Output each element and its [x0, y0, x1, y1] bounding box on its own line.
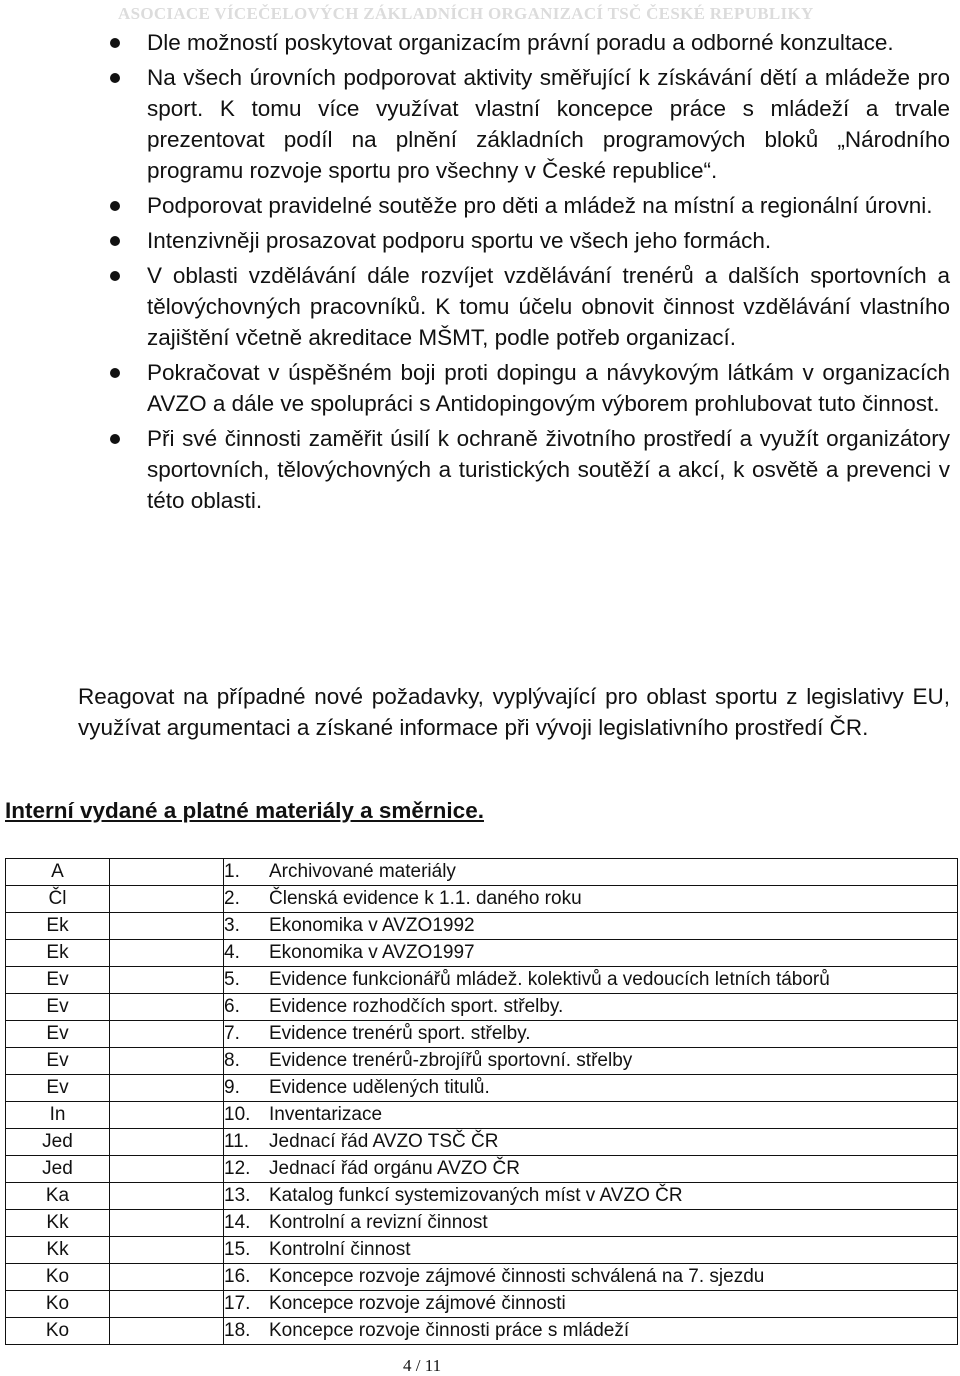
material-item	[224, 1318, 958, 1345]
bullet-item	[110, 62, 950, 186]
bullet-text: Na všech úrovních podporovat aktivity směřující k získávání dětí a mládeže pro sport. K tomu více využívat vlastní koncepce práce s mládeží a trvale prezentovat podíl na plnění základních programových bloků „Národního programu rozvoje sportu pro všechny v České republice“.	[147, 65, 950, 183]
table-row	[6, 1129, 958, 1156]
material-number: 18.	[224, 1320, 251, 1341]
material-code: Ka	[6, 1183, 110, 1210]
bullet-dot-icon	[110, 368, 120, 378]
material-item	[224, 886, 958, 913]
empty-cell	[110, 967, 224, 994]
material-number: 5.	[224, 969, 240, 990]
material-item	[224, 1237, 958, 1264]
empty-cell	[110, 1183, 224, 1210]
material-item	[224, 1129, 958, 1156]
material-title: Koncepce rozvoje zájmové činnosti schválená na 7. sjezdu	[269, 1266, 765, 1287]
material-number: 14.	[224, 1212, 251, 1233]
bullet-item	[110, 225, 950, 256]
bullet-item	[110, 423, 950, 516]
material-title: Koncepce rozvoje činnosti práce s mládeží	[269, 1320, 630, 1341]
table-row	[6, 994, 958, 1021]
material-code: Kk	[6, 1210, 110, 1237]
material-number: 1.	[224, 861, 240, 882]
material-item	[224, 1075, 958, 1102]
table-row	[6, 940, 958, 967]
page-number: 4 / 11	[403, 1356, 442, 1375]
table-row	[6, 1210, 958, 1237]
material-title: Kontrolní činnost	[269, 1239, 411, 1260]
table-row	[6, 1183, 958, 1210]
bullet-item	[110, 260, 950, 353]
material-item	[224, 1048, 958, 1075]
table-row	[6, 1264, 958, 1291]
empty-cell	[110, 1075, 224, 1102]
material-title: Inventarizace	[269, 1104, 383, 1125]
material-code: A	[6, 859, 110, 886]
empty-cell	[110, 1291, 224, 1318]
material-title: Ekonomika v AVZO1997	[269, 942, 475, 963]
material-number: 12.	[224, 1158, 251, 1179]
closing-paragraph: Reagovat na případné nové požadavky, vyplývající pro oblast sportu z legislativy EU, využívat argumentaci a získané informace při vývoji legislativního prostředí ČR.	[78, 684, 950, 740]
material-title: Ekonomika v AVZO1992	[269, 915, 475, 936]
material-title: Kontrolní a revizní činnost	[269, 1212, 488, 1233]
material-title: Evidence funkcionářů mládež. kolektivů a vedoucích letních táborů	[269, 969, 830, 990]
table-row	[6, 886, 958, 913]
material-item	[224, 1264, 958, 1291]
bullet-text: Intenzivněji prosazovat podporu sportu ve všech jeho formách.	[147, 228, 772, 253]
bullet-text: V oblasti vzdělávání dále rozvíjet vzdělávání trenérů a dalších sportovních a tělovýchovných pracovníků. K tomu účelu obnovit činnost vzdělávání vlastního zajištění včetně akreditace MŠMT, podle potřeb organizací.	[147, 263, 950, 350]
material-item	[224, 913, 958, 940]
material-code: Jed	[6, 1156, 110, 1183]
material-number: 15.	[224, 1239, 251, 1260]
material-code: Ev	[6, 967, 110, 994]
material-code: Ko	[6, 1264, 110, 1291]
bullet-item	[110, 357, 950, 419]
table-row	[6, 1237, 958, 1264]
empty-cell	[110, 1048, 224, 1075]
material-title: Evidence trenérů-zbrojířů sportovní. střelby	[269, 1050, 633, 1071]
empty-cell	[110, 1156, 224, 1183]
empty-cell	[110, 994, 224, 1021]
table-row	[6, 913, 958, 940]
table-row	[6, 1048, 958, 1075]
empty-cell	[110, 1318, 224, 1345]
material-title: Archivované materiály	[269, 861, 456, 882]
material-code: Jed	[6, 1129, 110, 1156]
material-title: Katalog funkcí systemizovaných míst v AVZO ČR	[269, 1185, 683, 1206]
material-code: Ko	[6, 1318, 110, 1345]
material-item	[224, 1021, 958, 1048]
material-title: Členská evidence k 1.1. daného roku	[269, 888, 582, 909]
table-row	[6, 859, 958, 886]
table-row	[6, 1291, 958, 1318]
material-item	[224, 1210, 958, 1237]
material-code: Ev	[6, 1048, 110, 1075]
table-row	[6, 1156, 958, 1183]
bullet-item	[110, 27, 950, 58]
material-number: 9.	[224, 1077, 240, 1098]
bullet-dot-icon	[110, 201, 120, 211]
material-item	[224, 967, 958, 994]
material-code: Ek	[6, 913, 110, 940]
bullet-text: Při své činnosti zaměřit úsilí k ochraně životního prostředí a využít organizátory sportovních, tělovýchovných a turistických soutěží a akcí, k osvětě a prevenci v této oblasti.	[147, 426, 950, 513]
bullet-dot-icon	[110, 271, 120, 281]
material-number: 8.	[224, 1050, 240, 1071]
page-header: ASOCIACE VÍCEČELOVÝCH ZÁKLADNÍCH ORGANIZACÍ TSČ ČESKÉ REPUBLIKY	[118, 4, 814, 23]
table-row	[6, 967, 958, 994]
materials-table	[5, 858, 958, 1345]
empty-cell	[110, 1210, 224, 1237]
empty-cell	[110, 1237, 224, 1264]
empty-cell	[110, 886, 224, 913]
bullet-dot-icon	[110, 434, 120, 444]
material-title: Koncepce rozvoje zájmové činnosti	[269, 1293, 566, 1314]
material-title: Jednací řád AVZO TSČ ČR	[269, 1131, 499, 1152]
bullet-dot-icon	[110, 73, 120, 83]
material-number: 4.	[224, 942, 240, 963]
bullet-list	[110, 27, 950, 520]
bullet-text: Pokračovat v úspěšném boji proti dopingu a návykovým látkám v organizacích AVZO a dále ve spolupráci s Antidopingovým výborem prohlubovat tuto činnost.	[147, 360, 950, 416]
material-code: In	[6, 1102, 110, 1129]
bullet-text: Dle možností poskytovat organizacím právní poradu a odborné konzultace.	[147, 30, 894, 55]
material-code: Kk	[6, 1237, 110, 1264]
empty-cell	[110, 1021, 224, 1048]
material-item	[224, 940, 958, 967]
material-title: Jednací řád orgánu AVZO ČR	[269, 1158, 520, 1179]
bullet-text: Podporovat pravidelné soutěže pro děti a mládež na místní a regionální úrovni.	[147, 193, 933, 218]
material-item	[224, 859, 958, 886]
empty-cell	[110, 859, 224, 886]
material-code: Ev	[6, 1021, 110, 1048]
table-row	[6, 1102, 958, 1129]
empty-cell	[110, 940, 224, 967]
material-number: 13.	[224, 1185, 251, 1206]
bullet-dot-icon	[110, 236, 120, 246]
material-item	[224, 1102, 958, 1129]
material-code: Čl	[6, 886, 110, 913]
bullet-item	[110, 190, 950, 221]
material-item	[224, 994, 958, 1021]
section-title: Interní vydané a platné materiály a směrnice.	[5, 798, 484, 823]
empty-cell	[110, 1264, 224, 1291]
material-item	[224, 1156, 958, 1183]
table-row	[6, 1021, 958, 1048]
material-code: Ek	[6, 940, 110, 967]
material-number: 3.	[224, 915, 240, 936]
table-row	[6, 1075, 958, 1102]
material-title: Evidence udělených titulů.	[269, 1077, 490, 1098]
empty-cell	[110, 913, 224, 940]
material-number: 11.	[224, 1131, 250, 1152]
material-number: 17.	[224, 1293, 251, 1314]
empty-cell	[110, 1129, 224, 1156]
material-title: Evidence trenérů sport. střelby.	[269, 1023, 531, 1044]
bullet-dot-icon	[110, 38, 120, 48]
material-code: Ev	[6, 994, 110, 1021]
material-code: Ev	[6, 1075, 110, 1102]
material-number: 16.	[224, 1266, 251, 1287]
material-number: 7.	[224, 1023, 240, 1044]
empty-cell	[110, 1102, 224, 1129]
material-number: 10.	[224, 1104, 251, 1125]
material-title: Evidence rozhodčích sport. střelby.	[269, 996, 564, 1017]
material-item	[224, 1291, 958, 1318]
material-item	[224, 1183, 958, 1210]
material-number: 2.	[224, 888, 240, 909]
table-row	[6, 1318, 958, 1345]
material-code: Ko	[6, 1291, 110, 1318]
material-number: 6.	[224, 996, 240, 1017]
